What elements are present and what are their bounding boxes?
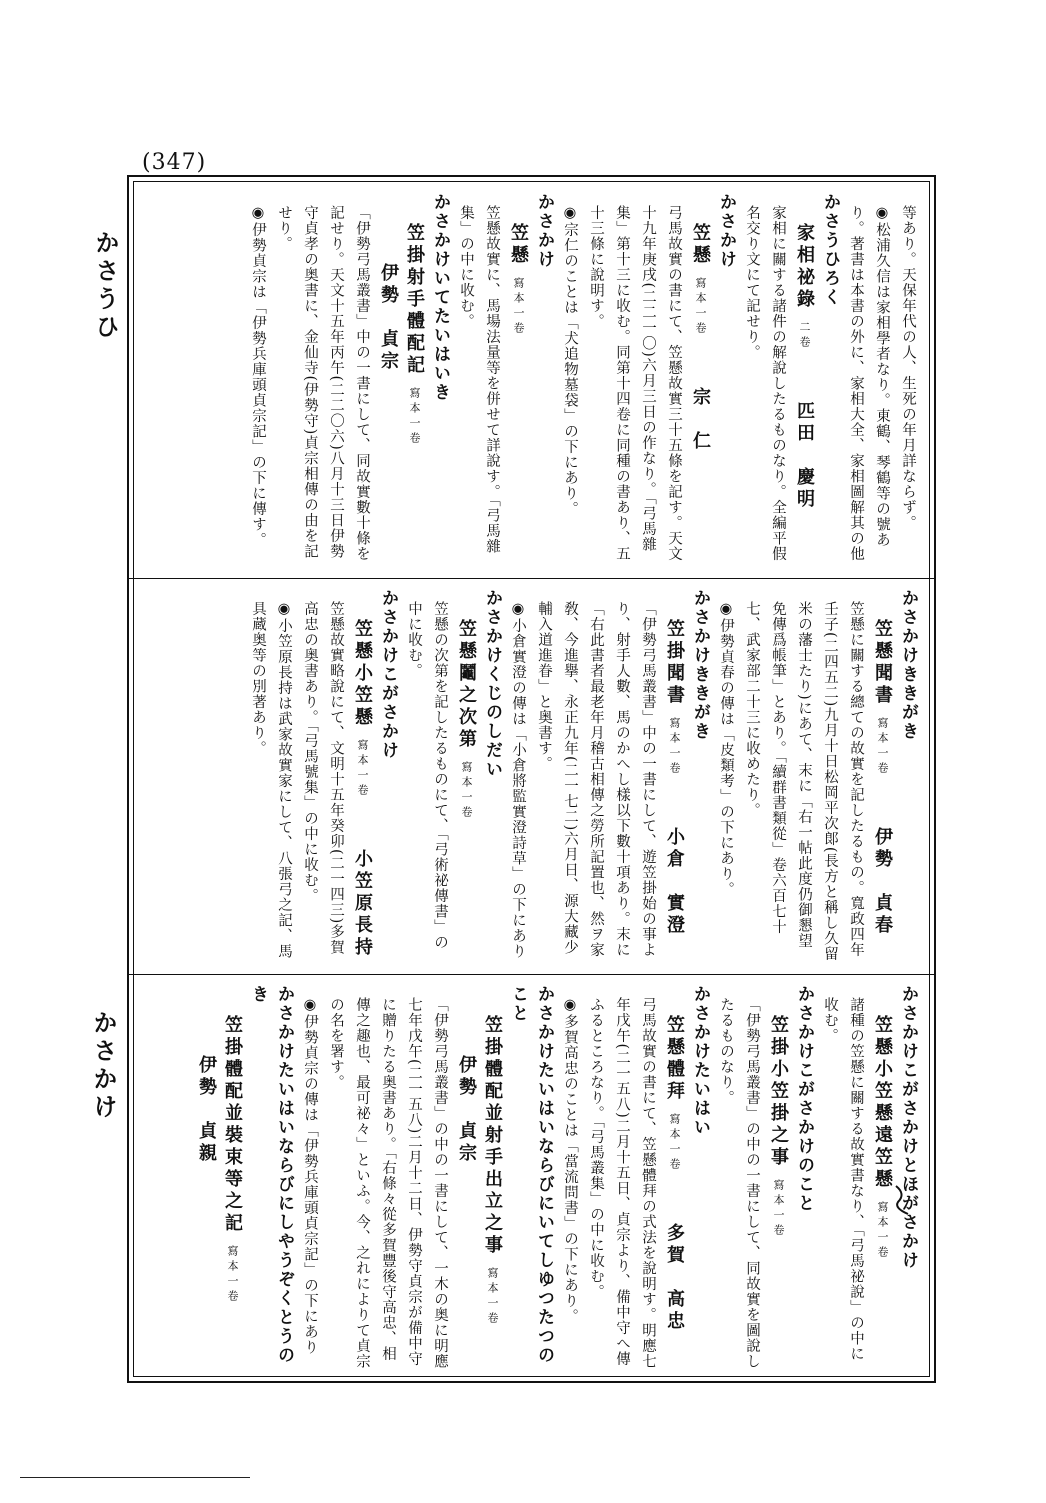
entry-description: 「伊勢弓馬叢書」中の一書にして、同故實數十條を記せり。天文十五年丙午(二二〇六)八月十三日伊勢守貞孝の奥書に、金仙寺(伊勢守)貞宗相傳の由を記せり。 [276,205,370,562]
entry-volume: 寫本一卷 [226,1245,239,1305]
entry-title-line [869,589,895,963]
footer-rule [20,1477,250,1478]
band-content [139,583,927,969]
entry-title-line [687,193,713,567]
entry-reading-heading: かさかけいてたいはいき [430,193,450,402]
entry-author: 伊勢 貞宗 [378,263,399,373]
entry-description: ◉小倉實澄の傳は「小倉將監實澄詩草」の下にあり [510,601,526,959]
band-divider [129,578,934,579]
entry-volume: 寫本一卷 [876,1201,889,1261]
entry-description: 「伊勢弓馬叢書」の中の一書にして、同故實を圖說したるものなり。 [718,997,760,1369]
entry-title-line [375,193,427,567]
entry-description: ◉伊勢貞宗の傳は「伊勢兵庫頭貞宗記」の下にあり [302,997,318,1355]
entry-author: 匹田 慶明 [794,401,815,511]
entry-author: 小倉 實澄 [664,827,685,937]
entry-author: 伊勢 貞春 [872,827,893,937]
entry-reading-heading: かさかけこがさかけ [378,589,398,760]
entry-reading-heading: かさかけ [534,193,554,269]
entry-title: 笠懸小笠懸 [352,619,373,729]
text-band-top [139,187,927,573]
entry-reading-heading: かさかけくじのしだい [482,589,502,779]
entry-title: 笠掛射手體配記 [404,223,425,377]
entry-title: 笠懸鬮之次第 [456,619,477,751]
entry-reading-heading: かさかけききがき [898,589,918,741]
entry-volume: 寫本一卷 [772,1179,785,1239]
entry-description: ◉多賀高忠のことは「當流問書」の下にあり。 [562,997,578,1324]
entry-volume: 寫本一卷 [460,761,473,821]
entry-reading-heading: かさかけこがさかけとほがさかけ [898,985,918,1270]
page-frame [127,175,936,1383]
entry-description: ◉松浦久信は家相學者なり。東鶴、琴鶴等の號あり。著書は本書の外に、家相大全、家相圖解其の他 [848,205,890,562]
entry-title-line [453,985,505,1369]
entry-title: 家相祕錄 [794,223,815,311]
entry-description: ◉小笠原長持は武家故實家にして、八張弓之記、馬具蔵奥等の別著あり。 [250,601,292,959]
entry-reading-heading: かさかけききがき [690,589,710,741]
entry-reading-heading: かさかけたいはい [690,985,710,1137]
band-content [139,979,927,1375]
entry-title: 笠掛體配並裝束等之記 [222,1015,243,1235]
entry-title-line [505,193,531,567]
handwritten-mark-icon [888,1180,918,1220]
entry-description: 笠懸の次第を記したるものにて、「弓術祕傳書」の中に收む。 [406,601,448,951]
entry-description: 「伊勢弓馬叢書」の中の一書にして、一木の奥に明應七年戊午(二一五八)二月十二日、伊勢守貞宗が備中守に贈りたる奥書あり。「右條々從多賀豐後守高忠、相傳之趣也、最可祕々」といふ。今、之れによりて貞宗の名を署す。 [328,997,448,1369]
entry-description: ◉宗仁のことは「犬追物墓袋」の下にあり。 [562,205,578,517]
entry-title-line [791,193,817,567]
entry-title: 笠掛小笠掛之事 [768,1015,789,1169]
entry-author: 多賀 高忠 [664,1223,685,1333]
entry-volume: 寫本一卷 [694,277,707,337]
page-number: (347) [142,150,207,175]
entry-volume: 寫本一卷 [876,717,889,777]
text-band-bottom [139,979,927,1375]
entry-description: 諸種の笠懸に關する故實書なり、「弓馬祕說」の中に收む。 [822,997,864,1362]
entry-title: 笠懸聞書 [872,619,893,707]
entry-title: 笠懸 [508,223,529,267]
entry-description: 弓馬故實の書にて、笠懸故實三十五條を記す。天文十九年庚戌(二二一〇)六月三日の作なり。「弓馬雜集」第十三に收む。同第十四卷に同種の書あり、五十三條に說明す。 [588,205,682,562]
entry-title: 笠掛聞書 [664,619,685,707]
running-head-top: かさうひ [91,230,119,342]
entry-reading-heading: かさかけこがさかけのこと [794,985,814,1213]
entry-title-line [765,985,791,1369]
entry-title-line [661,985,687,1369]
entry-author: 伊勢 貞宗 [456,1055,477,1165]
entry-description: 笠懸に關する總ての故實を記したるもの。寬政四年壬子(二四五二)九月十日松岡平次郞(長方と稱し久留米の藩士たり)にあて、末に「右一帖此度仍御懇望免傳爲帳筆」とあり。「續群書類從」卷六百七十七、武家部二十三に收めたり。 [744,601,864,962]
entry-title-line [193,985,245,1369]
entry-title: 笠懸 [690,223,711,267]
entry-reading-heading: かさかけたいはいならびにしやうぞくとうのき [248,985,294,1365]
entry-volume: 寫本一卷 [668,1113,681,1173]
entry-description: ◉伊勢貞春の傳は「皮類考」の下にあり。 [718,601,734,897]
entry-description: ◉伊勢貞宗は「伊勢兵庫頭貞宗記」の下に傳す。 [250,205,266,548]
entry-description: 笠懸故實略說にて、文明十五年癸卯(二一四三)多賀高忠の奥書あり。「弓馬號集」の中に收む。 [302,601,344,956]
entry-author: 宗 仁 [690,387,711,453]
entry-title-line [349,589,375,963]
entry-volume: 寫本一卷 [356,739,369,799]
running-head-bottom: かさかけ [89,1010,117,1122]
entry-title: 笠懸體拜 [664,1015,685,1103]
entry-volume: 寫本一卷 [668,717,681,777]
entry-title-line [661,589,687,963]
entry-description: 弓馬故實の書にて、笠懸體拜の式法を說明す。明應七年戊午(二一五八)二月十五日、貞宗より、備中守へ傳ふるところなり。「弓馬叢集」の中に收む。 [588,997,656,1369]
entry-title: 笠懸小笠懸遠笠懸 [872,1015,893,1191]
entry-volume: 寫本一卷 [486,1267,499,1327]
entry-reading-heading: かさかけ [716,193,736,269]
entry-author: 伊勢 貞親 [196,1055,217,1165]
entry-author: 小笠原長持 [352,849,373,959]
entry-title: 笠掛體配並射手出立之事 [482,1015,503,1257]
entry-volume: 二卷 [798,321,811,351]
entry-description: 等あり。天保年代の人、生死の年月詳ならず。 [900,205,916,531]
entry-reading-heading: かさかけたいはいならびにいてしゆつたつのこと [508,985,554,1365]
entry-description: 笠懸故實に、馬場法量等を併せて詳說す。「弓馬雜集」の中に收む。 [458,205,500,555]
entry-title-line [869,985,895,1369]
entry-volume: 寫本一卷 [512,277,525,337]
entry-volume: 寫本一卷 [408,387,421,447]
entry-description: 「伊勢弓馬叢書」中の一書にして、遊笠掛始の事より、射手人數、馬のかへし樣以下數十項あり。末に「右此書者最老年月稽古相傳之勞所記置也、然ヲ家敎、今進擧、永正九年(二一七二)六月日、源大藏少輔入道進眷」と奥書す。 [536,601,656,958]
entry-reading-heading: かさうひろく [820,193,840,307]
entry-title-line [453,589,479,963]
band-divider [129,974,934,975]
entry-description: 家相に關する諸件の解說したるものなり。全編平假名交り文にて記せり。 [744,205,786,562]
text-band-middle [139,583,927,969]
band-content [139,187,927,573]
